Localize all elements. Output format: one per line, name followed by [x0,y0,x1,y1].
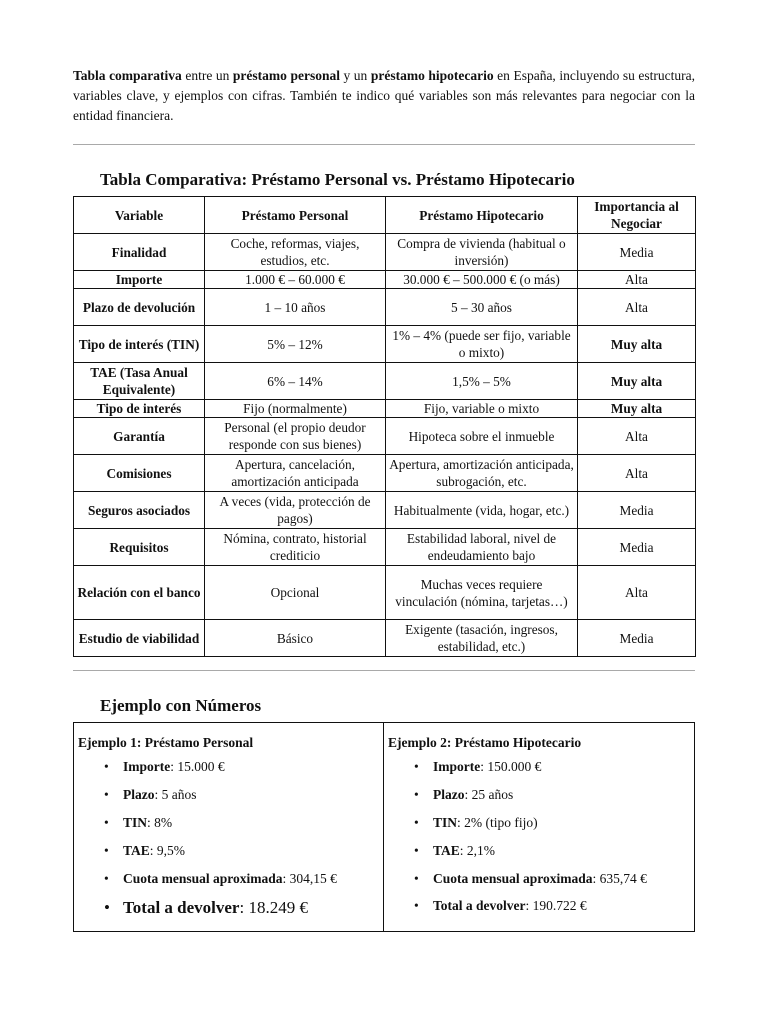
cell-variable: TAE (Tasa Anual Equivalente) [74,363,205,400]
intro-text-2: y un [339,68,371,83]
intro-bold-2: préstamo personal [232,68,340,83]
cell-hipotecario: Muchas veces requiere vinculación (nómina, tarjetas…) [386,566,578,620]
example-item-label: Total a devolver [433,898,526,913]
example-hipotecario-item [414,897,587,915]
example-personal-item [104,814,172,832]
table-row [74,455,696,492]
table-row [74,271,696,289]
cell-importancia: Alta [578,271,696,289]
cell-variable: Relación con el banco [74,566,205,620]
cell-importancia: Alta [578,418,696,455]
example-item-value: : 15.000 € [170,759,225,774]
example-personal [74,723,384,931]
cell-personal: 5% – 12% [205,326,386,363]
cell-personal: Personal (el propio deudor responde con sus bienes) [205,418,386,455]
cell-importancia: Media [578,234,696,271]
cell-variable: Comisiones [74,455,205,492]
cell-hipotecario: Fijo, variable o mixto [386,400,578,418]
table-row [74,234,696,271]
cell-variable: Garantía [74,418,205,455]
table-row [74,566,696,620]
example-item-value: : 2,1% [459,843,496,858]
cell-importancia: Media [578,620,696,657]
bullet-icon: • [414,898,419,913]
table-row [74,400,696,418]
cell-hipotecario: Hipoteca sobre el inmueble [386,418,578,455]
example-item-label: Plazo [433,787,465,802]
example-item-value: : 5 años [154,787,197,802]
example-item-value: : 9,5% [149,843,186,858]
example-item-label: TAE [433,843,460,858]
cell-hipotecario: 5 – 30 años [386,289,578,326]
divider-middle [73,670,695,671]
example-item-label: TIN [123,815,148,830]
cell-personal: Opcional [205,566,386,620]
example-item-value: : 8% [147,815,173,830]
example-item-value: : 150.000 € [480,759,542,774]
cell-importancia: Alta [578,289,696,326]
header-variable: Variable [74,197,205,234]
examples-box [73,722,695,932]
table-row [74,326,696,363]
cell-variable: Tipo de interés (TIN) [74,326,205,363]
cell-variable: Requisitos [74,529,205,566]
bullet-icon: • [414,759,419,774]
cell-variable: Finalidad [74,234,205,271]
bullet-icon: • [104,898,110,917]
example-item-value: : 18.249 € [239,898,308,917]
cell-variable: Seguros asociados [74,492,205,529]
table-row [74,529,696,566]
cell-importancia: Alta [578,455,696,492]
table-header-row [74,197,696,234]
cell-personal: Básico [205,620,386,657]
example-hipotecario-item [414,786,513,804]
example-item-label: Total a devolver [123,898,240,917]
cell-hipotecario: Compra de vivienda (habitual o inversión) [386,234,578,271]
example-item-label: Importe [123,759,171,774]
table-row [74,418,696,455]
example-hipotecario-item [414,758,541,776]
intro-text-1: entre un [181,68,233,83]
cell-importancia: Muy alta [578,326,696,363]
table-row [74,620,696,657]
example-personal-item [104,842,185,860]
bullet-icon: • [104,759,109,774]
cell-personal: Fijo (normalmente) [205,400,386,418]
bullet-icon: • [104,871,109,886]
cell-importancia: Media [578,492,696,529]
header-importancia: Importancia al Negociar [578,197,696,234]
cell-variable: Tipo de interés [74,400,205,418]
example-personal-item [104,870,337,888]
example-personal-item [104,786,197,804]
cell-importancia: Media [578,529,696,566]
example-item-value: : 25 años [464,787,514,802]
intro-paragraph [73,66,695,126]
example-hipotecario-item [414,814,538,832]
example-item-value: : 635,74 € [592,871,647,886]
bullet-icon: • [414,787,419,802]
cell-hipotecario: 30.000 € – 500.000 € (o más) [386,271,578,289]
cell-hipotecario: Exigente (tasación, ingresos, estabilidad, etc.) [386,620,578,657]
table-row [74,289,696,326]
example-item-label: Cuota mensual aproximada [123,871,283,886]
example-item-value: : 304,15 € [282,871,337,886]
cell-personal: 1.000 € – 60.000 € [205,271,386,289]
example-item-label: TIN [433,815,458,830]
cell-personal: 6% – 14% [205,363,386,400]
table-title: Tabla Comparativa: Préstamo Personal vs. Préstamo Hipotecario [100,170,575,189]
example-personal-item [104,897,308,919]
examples-title: Ejemplo con Números [100,696,262,715]
header-personal: Préstamo Personal [205,197,386,234]
cell-importancia: Muy alta [578,363,696,400]
cell-variable: Importe [74,271,205,289]
cell-variable: Estudio de viabilidad [74,620,205,657]
bullet-icon: • [104,815,109,830]
cell-hipotecario: 1,5% – 5% [386,363,578,400]
bullet-icon: • [414,871,419,886]
example-hipotecario [384,723,694,931]
cell-importancia: Muy alta [578,400,696,418]
header-hipotecario: Préstamo Hipotecario [386,197,578,234]
comparison-table [73,196,696,657]
table-row [74,363,696,400]
cell-personal: A veces (vida, protección de pagos) [205,492,386,529]
intro-bold-3: préstamo hipotecario [370,68,494,83]
cell-personal: 1 – 10 años [205,289,386,326]
example-hipotecario-item [414,870,647,888]
cell-hipotecario: Apertura, amortización anticipada, subrogación, etc. [386,455,578,492]
cell-hipotecario: Estabilidad laboral, nivel de endeudamiento bajo [386,529,578,566]
cell-personal: Coche, reformas, viajes, estudios, etc. [205,234,386,271]
example-item-label: TAE [123,843,150,858]
bullet-icon: • [104,787,109,802]
example-item-value: : 2% (tipo fijo) [457,815,538,830]
example-item-value: : 190.722 € [525,898,587,913]
example-item-label: Plazo [123,787,155,802]
cell-personal: Apertura, cancelación, amortización anticipada [205,455,386,492]
bullet-icon: • [414,843,419,858]
table-row [74,492,696,529]
cell-hipotecario: 1% – 4% (puede ser fijo, variable o mixto) [386,326,578,363]
example-personal-item [104,758,225,776]
cell-variable: Plazo de devolución [74,289,205,326]
example-hipotecario-title: Ejemplo 2: Préstamo Hipotecario [388,735,582,750]
bullet-icon: • [104,843,109,858]
example-hipotecario-item [414,842,495,860]
example-item-label: Cuota mensual aproximada [433,871,593,886]
intro-bold-1: Tabla comparativa [73,68,182,83]
example-personal-title: Ejemplo 1: Préstamo Personal [78,735,254,750]
intro-text-3: en España, incluyendo su estructura, variables clave, y ejemplos con cifras. También te indico qué variables son más relevantes para negociar con la entidad financiera. [73,68,696,123]
example-item-label: Importe [433,759,481,774]
divider-top [73,144,695,145]
bullet-icon: • [414,815,419,830]
cell-importancia: Alta [578,566,696,620]
cell-hipotecario: Habitualmente (vida, hogar, etc.) [386,492,578,529]
cell-personal: Nómina, contrato, historial crediticio [205,529,386,566]
